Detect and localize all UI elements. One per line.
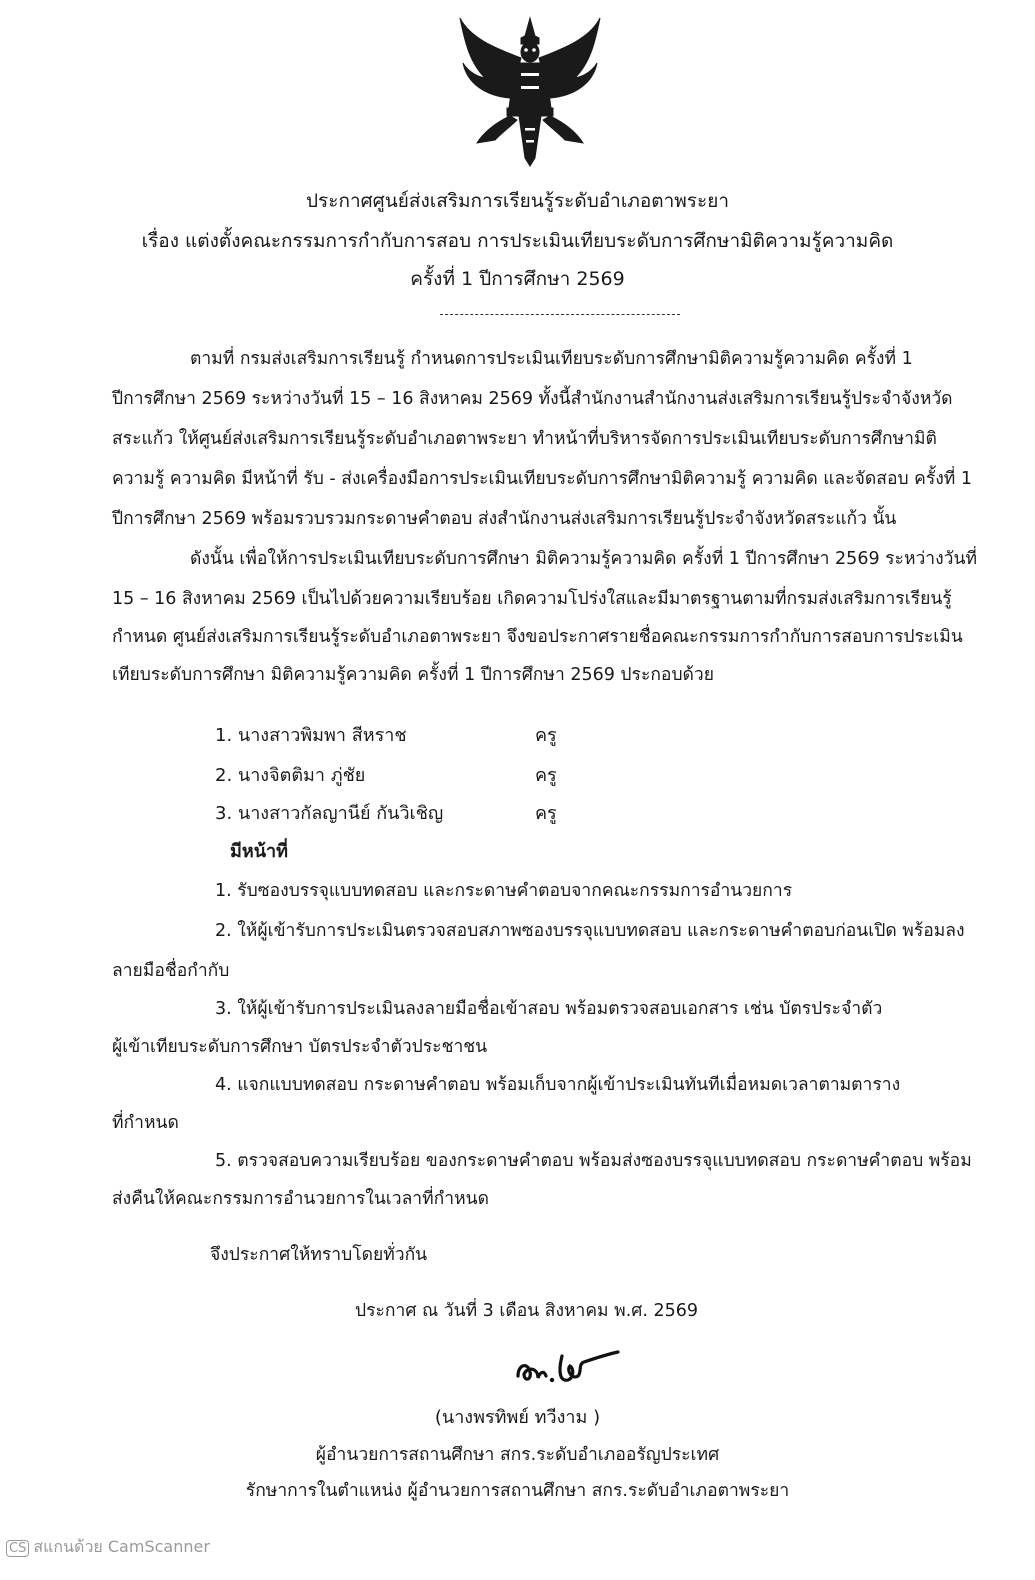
paragraph-line: ความรู้ ความคิด มีหน้าที่ รับ - ส่งเครื่องมือการประเมินเทียบระดับการศึกษามิติความรู้ ความคิด และจัดสอบ ครั้งที่ 1 bbox=[112, 469, 973, 489]
duty-item: 2. ให้ผู้เข้ารับการประเมินตรวจสอบสภาพซองบรรจุแบบทดสอบ และกระดาษคำตอบก่อนเปิด พร้อมลง bbox=[215, 921, 965, 941]
member-role: ครู bbox=[535, 803, 557, 824]
signer-title: ผู้อำนวยการสถานศึกษา สกร.ระดับอำเภออรัญประเทศ bbox=[315, 1445, 720, 1465]
duty-item-cont: ส่งคืนให้คณะกรรมการอำนวยการในเวลาที่กำหนด bbox=[112, 1189, 489, 1209]
duty-item-cont: ผู้เข้าเทียบระดับการศึกษา บัตรประจำตัวประชาชน bbox=[112, 1037, 488, 1057]
duty-item: 4. แจกแบบทดสอบ กระดาษคำตอบ พร้อมเก็บจากผู้เข้าประเมินทันทีเมื่อหมดเวลาตามตาราง bbox=[215, 1075, 901, 1095]
member-role: ครู bbox=[535, 725, 557, 746]
signer-name: (นางพรทิพย์ ทวีงาม ) bbox=[434, 1407, 601, 1428]
paragraph-line: ดังนั้น เพื่อให้การประเมินเทียบระดับการศึกษา มิติความรู้ความคิด ครั้งที่ 1 ปีการศึกษา 2569 ระหว่างวันที่ bbox=[190, 549, 978, 569]
duty-item-cont: ลายมือชื่อกำกับ bbox=[112, 961, 230, 981]
paragraph-line: ปีการศึกษา 2569 พร้อมรวบรวมกระดาษคำตอบ ส่งสำนักงานส่งเสริมการเรียนรู้ประจำจังหวัดสระแก้ว นั้น bbox=[112, 509, 897, 529]
paragraph-line: ตามที่ กรมส่งเสริมการเรียนรู้ กำหนดการประเมินเทียบระดับการศึกษามิติความรู้ความคิด ครั้งที่ 1 bbox=[190, 349, 913, 369]
announcement-subject: เรื่อง แต่งตั้งคณะกรรมการกำกับการสอบ การประเมินเทียบระดับการศึกษามิติความรู้ความคิด bbox=[141, 230, 894, 252]
signature-image bbox=[512, 1342, 622, 1392]
announcement-round: ครั้งที่ 1 ปีการศึกษา 2569 bbox=[410, 268, 625, 290]
closing-statement: จึงประกาศให้ทราบโดยทั่วกัน bbox=[210, 1245, 428, 1265]
camscanner-watermark bbox=[0, 1535, 260, 1561]
announcement-date: ประกาศ ณ วันที่ 3 เดือน สิงหาคม พ.ศ. 2569 bbox=[355, 1301, 699, 1321]
member-name: 3. นางสาวกัลญานีย์ กันวิเชิญ bbox=[215, 803, 444, 824]
paragraph-line: ปีการศึกษา 2569 ระหว่างวันที่ 15 – 16 สิงหาคม 2569 ทั้งนี้สำนักงานสำนักงานส่งเสริมการเรียนรู้ประจำจังหวัด bbox=[112, 389, 953, 409]
paragraph-line: สระแก้ว ให้ศูนย์ส่งเสริมการเรียนรู้ระดับอำเภอตาพระยา ทำหน้าที่บริหารจัดการประเมินเทียบระดับการศึกษามิติ bbox=[112, 429, 937, 449]
duties-heading: มีหน้าที่ bbox=[230, 841, 289, 862]
member-name: 2. นางจิตติมา ภู่ชัย bbox=[215, 765, 366, 786]
duty-item: 5. ตรวจสอบความเรียบร้อย ของกระดาษคำตอบ พร้อมส่งซองบรรจุแบบทดสอบ กระดาษคำตอบ พร้อม bbox=[215, 1151, 972, 1171]
member-name: 1. นางสาวพิมพา สีหราช bbox=[215, 725, 407, 746]
paragraph-line: 15 – 16 สิงหาคม 2569 เป็นไปด้วยความเรียบร้อย เกิดความโปร่งใสและมีมาตรฐานตามที่กรมส่งเสริมการเรียนรู้ bbox=[112, 589, 952, 609]
duty-item: 3. ให้ผู้เข้ารับการประเมินลงลายมือชื่อเข้าสอบ พร้อมตรวจสอบเอกสาร เช่น บัตรประจำตัว bbox=[215, 999, 883, 1019]
watermark-text: สแกนด้วย CamScanner bbox=[33, 1537, 210, 1556]
garuda-emblem-icon bbox=[455, 8, 605, 168]
announcement-title: ประกาศศูนย์ส่งเสริมการเรียนรู้ระดับอำเภอตาพระยา bbox=[305, 190, 730, 212]
camscanner-logo-icon: CS bbox=[6, 1540, 29, 1557]
duty-item-cont: ที่กำหนด bbox=[112, 1113, 179, 1133]
paragraph-line: กำหนด ศูนย์ส่งเสริมการเรียนรู้ระดับอำเภอตาพระยา จึงขอประกาศรายชื่อคณะกรรมการกำกับการสอบการประเมิน bbox=[112, 627, 963, 647]
duty-item: 1. รับซองบรรจุแบบทดสอบ และกระดาษคำตอบจากคณะกรรมการอำนวยการ bbox=[215, 881, 793, 901]
member-role: ครู bbox=[535, 765, 557, 786]
header-divider bbox=[440, 314, 680, 315]
paragraph-line: เทียบระดับการศึกษา มิติความรู้ความคิด ครั้งที่ 1 ปีการศึกษา 2569 ประกอบด้วย bbox=[112, 665, 714, 685]
signer-acting-title: รักษาการในตำแหน่ง ผู้อำนวยการสถานศึกษา สกร.ระดับอำเภอตาพระยา bbox=[245, 1481, 790, 1501]
